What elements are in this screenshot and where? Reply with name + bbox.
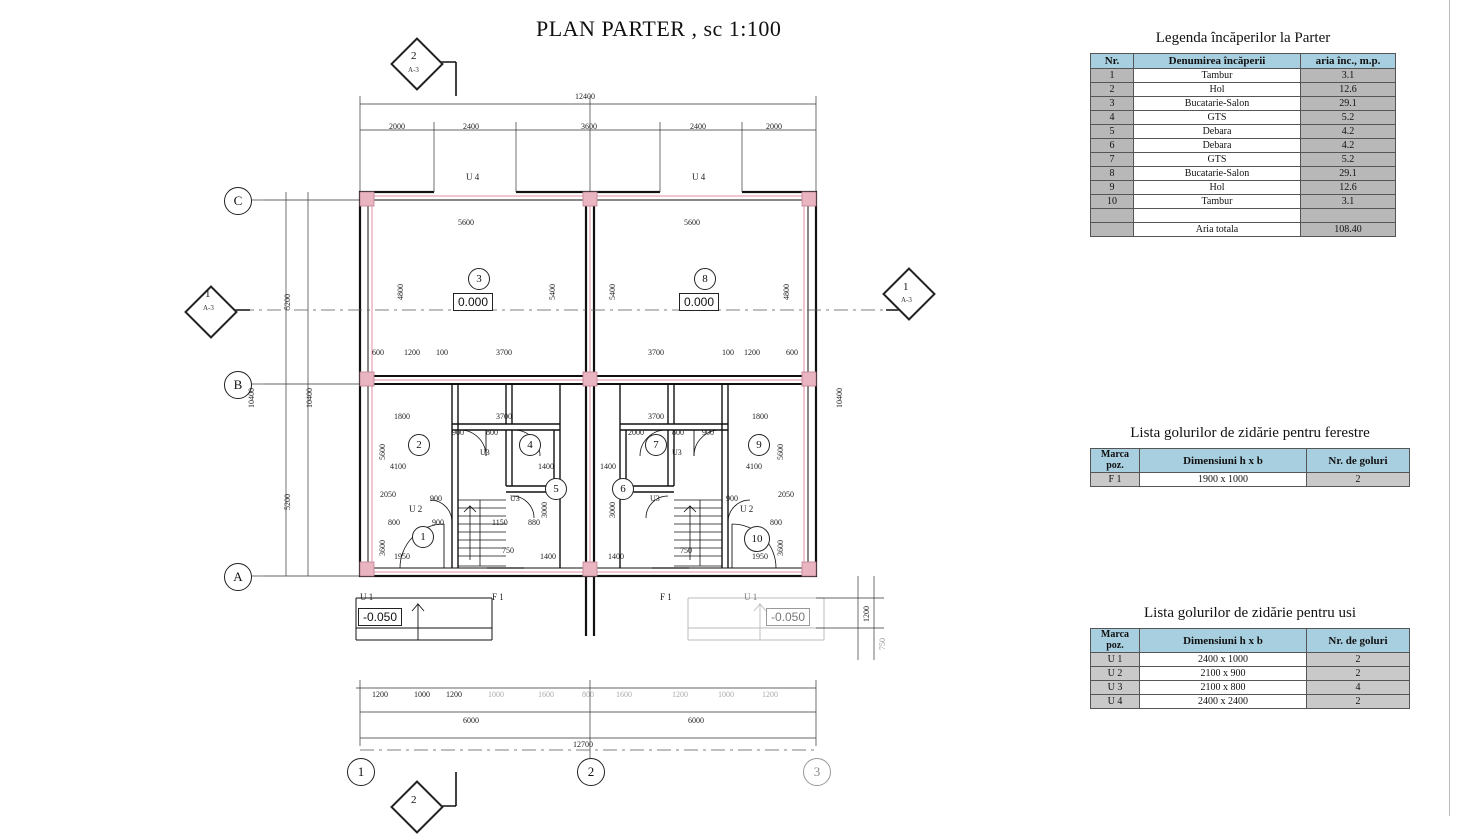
table-row: 9 Hol 12.6 xyxy=(1091,181,1396,195)
room-number-8: 8 xyxy=(694,268,716,290)
doors-table-wrapper xyxy=(1090,605,1410,709)
dim-inner-5400-left: 5400 xyxy=(548,284,557,300)
dim-800-d: 800 xyxy=(770,518,782,527)
legend-header-area: aria înc., m.p. xyxy=(1301,54,1396,69)
dim-3700-b: 3700 xyxy=(648,348,664,357)
level-mark-right: 0.000 xyxy=(679,293,719,311)
table-row: 7 GTS 5.2 xyxy=(1091,153,1396,167)
dim-1950-b: 1950 xyxy=(752,552,768,561)
axis-label-A: A xyxy=(224,563,252,591)
dim-left-total: 10400 xyxy=(305,388,314,408)
dim-2050-a: 2050 xyxy=(380,490,396,499)
dim-880: 880 xyxy=(528,518,540,527)
dim-top-2: 2400 xyxy=(463,122,479,131)
dim-800-b: 800 xyxy=(672,428,684,437)
sheet-right-edge xyxy=(1449,0,1450,816)
dim-1800-a: 1800 xyxy=(394,412,410,421)
dim-100-a: 100 xyxy=(436,348,448,357)
door-tag-U4-right: U 4 xyxy=(692,172,706,182)
dim-3600-b: 3600 xyxy=(776,540,785,556)
table-row: U 3 2100 x 800 4 xyxy=(1091,681,1410,695)
level-mark-left: 0.000 xyxy=(453,293,493,311)
section-marker-left-num: 1 xyxy=(205,288,211,300)
section-marker-top-sub: A-3 xyxy=(408,66,419,74)
dim-3000-b: 3000 xyxy=(608,502,617,518)
dim-right-1200: 1200 xyxy=(862,606,871,622)
dim-900-b: 900 xyxy=(702,428,714,437)
dim-left-5200-top: 5200 xyxy=(283,294,292,310)
window-tag-F1-left: F 1 xyxy=(492,592,504,602)
dim-inner-5600-left: 5600 xyxy=(458,218,474,227)
dim-750-b: 750 xyxy=(680,546,692,555)
dim-1200-a: 1200 xyxy=(404,348,420,357)
door-tag-U2-right: U 2 xyxy=(740,504,754,514)
doors-header-mark: Marca poz. xyxy=(1091,629,1140,653)
legend-title: Legenda încăperilor la Parter xyxy=(1155,30,1331,46)
doors-header-dim: Dimensiuni h x b xyxy=(1140,629,1307,653)
windows-header-dim: Dimensiuni h x b xyxy=(1140,449,1307,473)
table-row: 4 GTS 5.2 xyxy=(1091,111,1396,125)
dim-900-c: 900 xyxy=(430,494,442,503)
dim-5600-c: 5600 xyxy=(378,444,387,460)
dim-right-small: 750 xyxy=(878,638,887,650)
section-marker-right-sub: A-3 xyxy=(901,296,912,304)
door-tag-U3-c: U3 xyxy=(672,448,682,457)
dim-right-total: 10400 xyxy=(835,388,844,408)
dim-1950-a: 1950 xyxy=(394,552,410,561)
dim-900-a: 900 xyxy=(452,428,464,437)
dim-1800-b: 1800 xyxy=(752,412,768,421)
dim-inner-5600-right: 5600 xyxy=(684,218,700,227)
doors-table-title: Lista golurilor de zidărie pentru usi xyxy=(1143,605,1357,621)
table-row-spacer xyxy=(1091,209,1396,223)
door-tag-U2-left: U 2 xyxy=(409,504,423,514)
dim-3600-a: 3600 xyxy=(378,540,387,556)
dim-800-c: 800 xyxy=(388,518,400,527)
table-row: 5 Debara 4.2 xyxy=(1091,125,1396,139)
dim-bottom-6000-left: 6000 xyxy=(463,716,479,725)
dim-bottom-1200c: 1200 xyxy=(672,690,688,699)
dim-top-5: 2000 xyxy=(766,122,782,131)
dim-100-b: 100 xyxy=(722,348,734,357)
windows-table-wrapper xyxy=(1090,425,1410,487)
windows-header-mark: Marca poz. xyxy=(1091,449,1140,473)
dim-inner-4800-right: 4800 xyxy=(782,284,791,300)
dim-1400-d: 1400 xyxy=(608,552,624,561)
table-row-total: Aria totala 108.40 xyxy=(1091,223,1396,237)
table-row: 6 Debara 4.2 xyxy=(1091,139,1396,153)
table-row: U 2 2100 x 900 2 xyxy=(1091,667,1410,681)
dim-bottom-1000c: 1000 xyxy=(718,690,734,699)
door-tag-U1-right: U 1 xyxy=(744,592,758,602)
dim-bottom-1200b: 1200 xyxy=(446,690,462,699)
dim-inner-4800-left: 4800 xyxy=(396,284,405,300)
dim-5600-d: 5600 xyxy=(776,444,785,460)
dim-2000-a: 2000 xyxy=(628,428,644,437)
room-number-1: 1 xyxy=(412,526,434,548)
dim-top-1: 2000 xyxy=(389,122,405,131)
dim-left-total2: 10400 xyxy=(247,388,256,408)
dim-1150: 1150 xyxy=(492,518,508,527)
door-tag-U4-left: U 4 xyxy=(466,172,480,182)
room-number-3: 3 xyxy=(468,268,490,290)
dim-4100-b: 4100 xyxy=(746,462,762,471)
dim-inner-5400-right: 5400 xyxy=(608,284,617,300)
dim-bottom-800: 800 xyxy=(582,690,594,699)
dim-1400-c: 1400 xyxy=(540,552,556,561)
table-row: 3 Bucatarie-Salon 29.1 xyxy=(1091,97,1396,111)
dim-bottom-1200a: 1200 xyxy=(372,690,388,699)
legend-header-nr: Nr. xyxy=(1091,54,1134,69)
dim-3700-d: 3700 xyxy=(648,412,664,421)
dim-600-b: 600 xyxy=(786,348,798,357)
room-number-7: 7 xyxy=(645,434,667,456)
room-number-4: 4 xyxy=(519,434,541,456)
section-marker-left-sub: A-3 xyxy=(203,304,214,312)
room-number-9: 9 xyxy=(748,434,770,456)
dim-1200-b: 1200 xyxy=(744,348,760,357)
level-mark-terrace-left: -0.050 xyxy=(358,608,402,626)
dim-1400-b: 1400 xyxy=(600,462,616,471)
section-marker-right-num: 1 xyxy=(903,281,909,293)
dim-1400-a: 1400 xyxy=(538,462,554,471)
dim-bottom-1000b: 1000 xyxy=(488,690,504,699)
table-row: U 1 2400 x 1000 2 xyxy=(1091,653,1410,667)
legend-table-wrapper xyxy=(1090,30,1396,237)
dim-3000-a: 3000 xyxy=(540,502,549,518)
page-title: PLAN PARTER , sc 1:100 xyxy=(536,16,782,41)
dim-bottom-6000-right: 6000 xyxy=(688,716,704,725)
room-number-10: 10 xyxy=(744,526,770,552)
section-marker-bottom-num: 2 xyxy=(411,794,417,806)
table-row: 2 Hol 12.6 xyxy=(1091,83,1396,97)
dim-bottom-total: 12700 xyxy=(573,740,593,749)
level-mark-terrace-right: -0.050 xyxy=(766,608,810,626)
windows-header-count: Nr. de goluri xyxy=(1307,449,1410,473)
section-marker-top-num: 2 xyxy=(411,50,417,62)
door-tag-U3-d: U3 xyxy=(650,494,660,503)
dim-4100-a: 4100 xyxy=(390,462,406,471)
dim-2050-b: 2050 xyxy=(778,490,794,499)
legend-header-name: Denumirea încăperii xyxy=(1134,54,1301,69)
windows-table xyxy=(1090,448,1410,487)
dim-900-d: 900 xyxy=(726,494,738,503)
dim-top-3: 3600 xyxy=(581,122,597,131)
table-row: U 4 2400 x 2400 2 xyxy=(1091,695,1410,709)
dim-750-a: 750 xyxy=(502,546,514,555)
axis-label-3: 3 xyxy=(803,758,831,786)
windows-table-title: Lista golurilor de zidărie pentru ferestre xyxy=(1130,425,1370,441)
dim-3700-c: 3700 xyxy=(496,412,512,421)
axis-label-B: B xyxy=(224,371,252,399)
dim-800-a: 800 xyxy=(486,428,498,437)
door-tag-U3-b: U3 xyxy=(510,494,520,503)
axis-label-C: C xyxy=(224,187,252,215)
dim-3700-a: 3700 xyxy=(496,348,512,357)
dim-bottom-1200d: 1200 xyxy=(762,690,778,699)
dim-600-a: 600 xyxy=(372,348,384,357)
door-tag-U3-a: U3 xyxy=(480,448,490,457)
table-row: 10 Tambur 3.1 xyxy=(1091,195,1396,209)
room-number-6: 6 xyxy=(612,478,634,500)
dim-bottom-1000a: 1000 xyxy=(414,690,430,699)
dim-left-5200-bottom: 5200 xyxy=(283,494,292,510)
doors-header-count: Nr. de goluri xyxy=(1307,629,1410,653)
dim-top-4: 2400 xyxy=(690,122,706,131)
axis-label-2: 2 xyxy=(577,758,605,786)
window-tag-F1-right: F 1 xyxy=(660,592,672,602)
room-number-2: 2 xyxy=(408,434,430,456)
table-row: 1 Tambur 3.1 xyxy=(1091,69,1396,83)
table-row: 8 Bucatarie-Salon 29.1 xyxy=(1091,167,1396,181)
axis-label-1: 1 xyxy=(347,758,375,786)
dim-bottom-1600a: 1600 xyxy=(538,690,554,699)
door-tag-U1-left: U 1 xyxy=(360,592,374,602)
doors-table xyxy=(1090,628,1410,709)
legend-table xyxy=(1090,53,1396,237)
dim-top-total: 12400 xyxy=(575,92,595,101)
dim-bottom-1600b: 1600 xyxy=(616,690,632,699)
room-number-5: 5 xyxy=(545,478,567,500)
table-row: F 1 1900 x 1000 2 xyxy=(1091,473,1410,487)
dim-900-e: 900 xyxy=(432,518,444,527)
